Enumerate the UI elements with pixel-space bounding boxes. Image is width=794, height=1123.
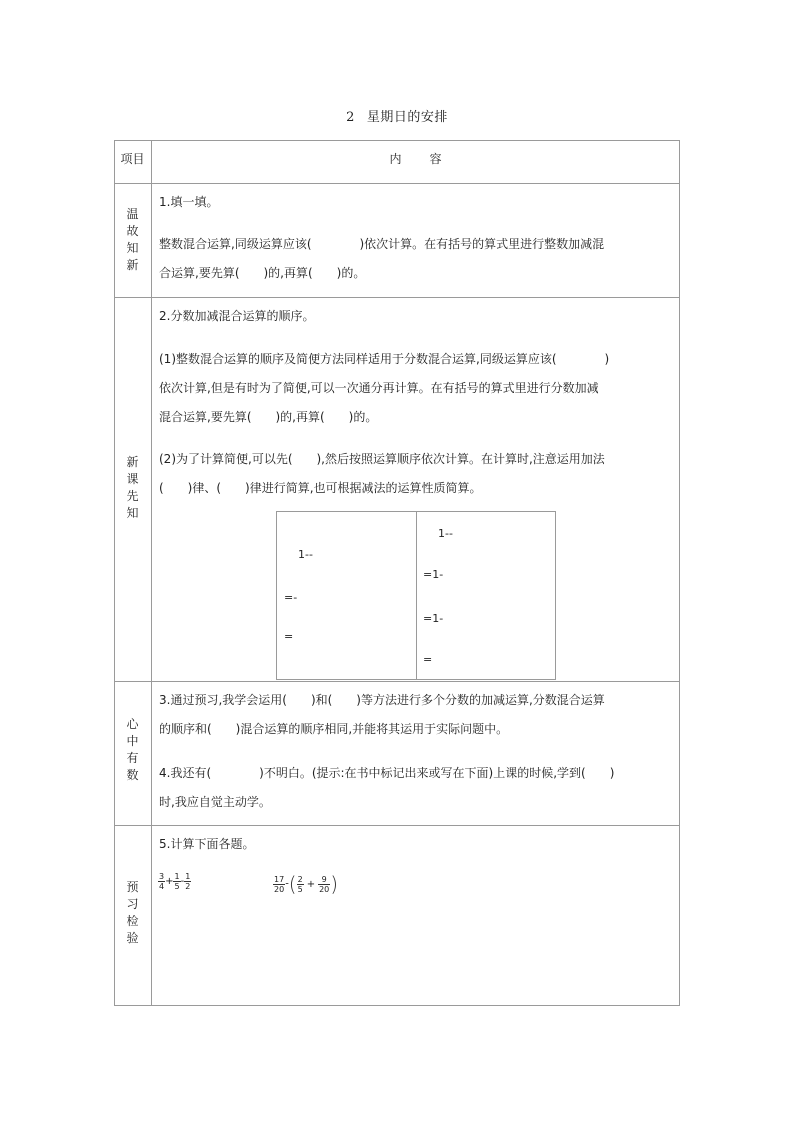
fraction: $\frac{17}{20}$ — [274, 874, 285, 894]
header-content: 内 容 — [389, 152, 442, 166]
calc-right-3: =1- — [423, 612, 444, 625]
fraction: $\frac{1}{2}$ — [185, 872, 191, 891]
table-row-divider — [114, 825, 680, 826]
title-text: 星期日的安排 — [366, 110, 448, 125]
q1-line1: 整数混合运算,同级运算应该( )依次计算。在有括号的算式里进行整数加减混 — [159, 237, 605, 251]
table-column-divider — [151, 140, 152, 1006]
example-calc-divider — [416, 511, 417, 680]
q1-line2: 合运算,要先算( )的,再算( )的。 — [159, 266, 366, 280]
q3-line2: 的顺序和( )混合运算的顺序相同,并能将其运用于实际问题中。 — [159, 722, 509, 736]
page-title — [0, 106, 794, 125]
q1-heading: 1.填一填。 — [159, 195, 219, 209]
q5-expression-1: $\frac{3}{4}$ + $\frac{1}{5}$ - $\frac{1}{2}$ — [159, 872, 191, 891]
header-project: 项目 — [120, 152, 145, 166]
q4-line2: 时,我应自觉主动学。 — [159, 795, 271, 809]
fraction: $\frac{1}{5}$ — [174, 872, 180, 891]
table-row-divider — [114, 297, 680, 298]
q2-p1-line2: 依次计算,但是有时为了简便,可以一次通分再计算。在有括号的算式里进行分数加减 — [159, 381, 599, 395]
fraction: $\frac{9}{20}$ — [319, 874, 330, 894]
section-label-review: 温 故 知 新 — [126, 207, 139, 272]
q4-line1: 4.我还有( )不明白。(提示:在书中标记出来或写在下面)上课的时候,学到( ) — [159, 766, 615, 780]
table-row-divider — [114, 681, 680, 682]
q5-heading: 5.计算下面各题。 — [159, 837, 255, 851]
calc-left-2: =- — [284, 591, 298, 604]
calc-left-3: = — [284, 630, 294, 643]
q2-p2-line2: ( )律、( )律进行简算,也可根据减法的运算性质简算。 — [159, 481, 482, 495]
calc-right-2: =1- — [423, 568, 444, 581]
title-number: 2 — [346, 110, 355, 125]
q2-heading: 2.分数加减混合运算的顺序。 — [159, 309, 315, 323]
table-row-divider — [114, 183, 680, 184]
fraction: $\frac{2}{5}$ — [297, 874, 303, 894]
q2-p1-line1: (1)整数混合运算的顺序及简便方法同样适用于分数混合运算,同级运算应该( ) — [159, 352, 610, 366]
q2-p2-line1: (2)为了计算简便,可以先( ),然后按照运算顺序依次计算。在计算时,注意运用加法 — [159, 452, 605, 466]
calc-right-1: 1-- — [438, 527, 453, 540]
q5-expression-2: $\frac{17}{20}$ -( $\frac{2}{5}$ + $\frac{9}{20}$ ) — [274, 872, 339, 896]
section-label-preview: 新 课 先 知 — [126, 455, 139, 520]
section-label-summary: 心 中 有 数 — [126, 717, 139, 782]
q3-line1: 3.通过预习,我学会运用( )和( )等方法进行多个分数的加减运算,分数混合运算 — [159, 693, 605, 707]
calc-right-4: = — [423, 653, 433, 666]
calc-left-1: 1-- — [298, 548, 313, 561]
section-label-check: 预 习 检 验 — [126, 880, 139, 945]
fraction: $\frac{3}{4}$ — [159, 872, 165, 891]
q2-p1-line3: 混合运算,要先算( )的,再算( )的。 — [159, 410, 378, 424]
